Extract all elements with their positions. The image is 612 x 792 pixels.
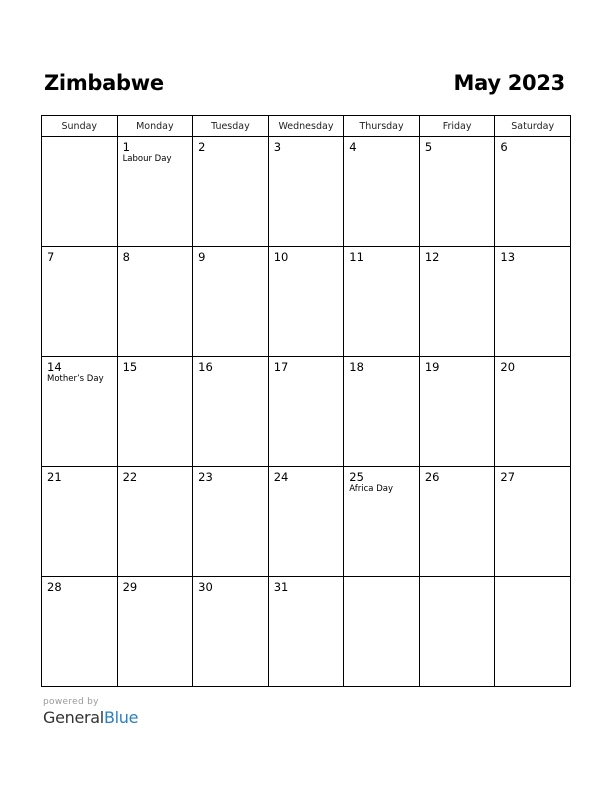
weekday-tuesday: Tuesday xyxy=(193,116,269,137)
day-cell xyxy=(495,137,571,247)
day-cell xyxy=(419,467,495,577)
weekday-thursday: Thursday xyxy=(344,116,420,137)
day-number: 7 xyxy=(47,250,55,264)
week-row xyxy=(42,467,571,577)
day-cell xyxy=(42,577,118,687)
day-cell xyxy=(193,247,269,357)
day-cell xyxy=(193,467,269,577)
day-number: 9 xyxy=(198,250,206,264)
day-number: 21 xyxy=(47,470,62,484)
day-cell xyxy=(42,247,118,357)
day-number: 20 xyxy=(500,360,516,374)
day-number: 6 xyxy=(500,140,508,154)
day-cell xyxy=(193,137,269,247)
day-cell xyxy=(344,247,420,357)
day-cell xyxy=(344,137,420,247)
day-cell xyxy=(344,577,420,687)
day-cell xyxy=(495,577,571,687)
day-number: 17 xyxy=(273,360,289,374)
holiday-label: Africa Day xyxy=(349,484,393,494)
day-number: 2 xyxy=(198,140,206,154)
day-cell xyxy=(117,577,193,687)
day-number: 31 xyxy=(273,580,289,594)
day-cell xyxy=(419,577,495,687)
week-row xyxy=(42,357,571,467)
day-number: 13 xyxy=(500,250,516,264)
day-cell xyxy=(193,357,269,467)
day-cell xyxy=(268,357,344,467)
day-cell xyxy=(193,577,269,687)
holiday-label: Labour Day xyxy=(122,154,172,164)
day-number: 12 xyxy=(424,250,440,264)
day-number: 24 xyxy=(273,470,289,484)
day-cell xyxy=(117,137,193,247)
weekday-friday: Friday xyxy=(419,116,495,137)
powered-by-text: powered by xyxy=(43,697,99,707)
day-number: 19 xyxy=(424,360,440,374)
day-cell xyxy=(419,137,495,247)
day-number: 29 xyxy=(122,580,138,594)
week-row xyxy=(42,247,571,357)
day-number: 30 xyxy=(198,580,213,594)
day-number: 8 xyxy=(122,250,130,264)
day-number: 26 xyxy=(424,470,440,484)
day-cell xyxy=(268,247,344,357)
day-cell xyxy=(419,247,495,357)
day-cell xyxy=(495,357,571,467)
day-cell xyxy=(344,467,420,577)
weekday-sunday: Sunday xyxy=(42,116,118,137)
weekday-saturday: Saturday xyxy=(495,116,571,137)
weekday-header-row xyxy=(42,116,571,137)
day-number: 11 xyxy=(349,250,364,264)
day-cell xyxy=(419,357,495,467)
day-number: 23 xyxy=(198,470,213,484)
day-number: 25 xyxy=(349,470,364,484)
day-cell xyxy=(495,247,571,357)
day-number: 22 xyxy=(122,470,138,484)
month-year-title: May 2023 xyxy=(453,71,565,95)
day-cell xyxy=(495,467,571,577)
day-number: 15 xyxy=(122,360,138,374)
day-cell xyxy=(117,357,193,467)
day-cell xyxy=(42,357,118,467)
day-number: 5 xyxy=(424,140,433,154)
holiday-label: Mother’s Day xyxy=(47,374,104,384)
brand-general: General xyxy=(43,708,104,727)
day-cell xyxy=(42,467,118,577)
generalblue-logo xyxy=(43,708,138,727)
day-number: 1 xyxy=(122,140,130,154)
day-number: 3 xyxy=(273,140,282,154)
day-cell xyxy=(268,467,344,577)
day-number: 10 xyxy=(273,250,289,264)
day-cell xyxy=(42,137,118,247)
weekday-wednesday: Wednesday xyxy=(268,116,344,137)
day-cell xyxy=(117,247,193,357)
day-number: 27 xyxy=(500,470,516,484)
day-number: 18 xyxy=(349,360,364,374)
country-title: Zimbabwe xyxy=(44,71,164,95)
day-cell xyxy=(344,357,420,467)
day-number: 4 xyxy=(349,140,357,154)
week-row xyxy=(42,137,571,247)
day-cell xyxy=(268,577,344,687)
weekday-monday: Monday xyxy=(117,116,193,137)
day-number: 28 xyxy=(47,580,62,594)
day-number: 16 xyxy=(198,360,213,374)
day-cell xyxy=(117,467,193,577)
day-cell xyxy=(268,137,344,247)
brand-blue: Blue xyxy=(103,708,139,727)
footer xyxy=(43,697,138,727)
day-number: 14 xyxy=(47,360,62,374)
calendar-grid xyxy=(41,115,571,687)
week-row xyxy=(42,577,571,687)
